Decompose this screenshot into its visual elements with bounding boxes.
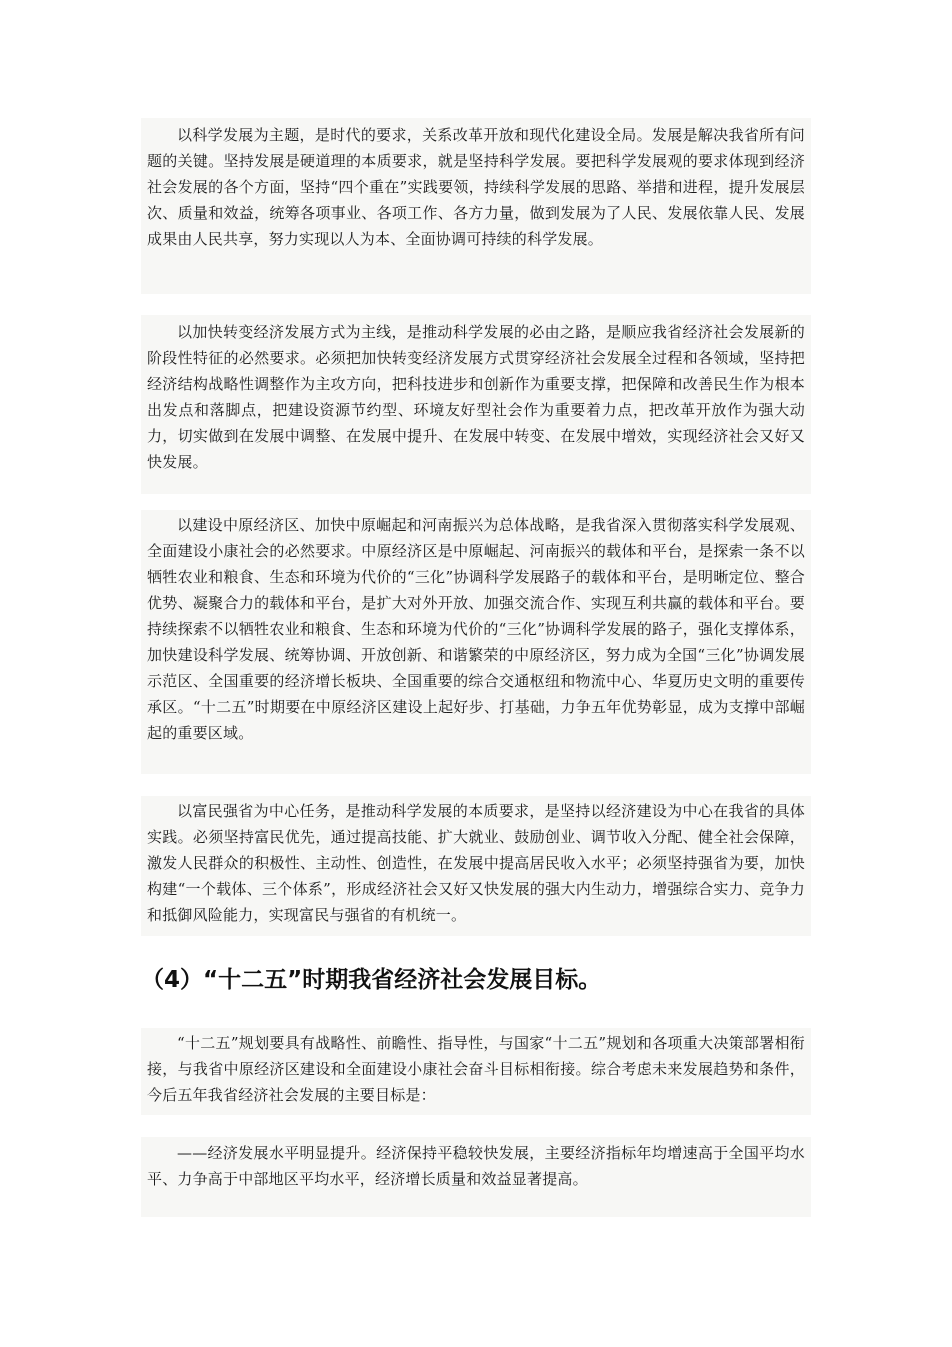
paragraph-block-6 <box>141 1137 811 1217</box>
paragraph-central-plains-economic-zone: 以建设中原经济区、加快中原崛起和河南振兴为总体战略，是我省深入贯彻落实科学发展观、全面建设小康社会的必然要求。中原经济区是中原崛起、河南振兴的载体和平台，是探索一条不以牺牲农业和粮食、生态和环境为代价的“三化”协调科学发展路子的载体和平台，是明晰定位、整合优势、凝聚合力的载体和平台，是扩大对外开放、加强交流合作、实现互利共赢的载体和平台。要持续探索不以牺牲农业和粮食、生态和环境为代价的“三化”协调科学发展的路子，强化支撑体系，加快建设科学发展、统筹协调、开放创新、和谐繁荣的中原经济区，努力成为全国“三化”协调发展示范区、全国重要的经济增长板块、全国重要的综合交通枢纽和物流中心、华夏历史文明的重要传承区。“十二五”时期要在中原经济区建设上起好步、打基础，力争五年优势彰显，成为支撑中部崛起的重要区域。 <box>147 516 805 742</box>
paragraph-transform-growth-mode: 以加快转变经济发展方式为主线，是推动科学发展的必由之路，是顺应我省经济社会发展新的阶段性特征的必然要求。必须把加快转变经济发展方式贯穿经济社会发展全过程和各领域，坚持把经济结构战略性调整作为主攻方向，把科技进步和创新作为重要支撑，把保障和改善民生作为根本出发点和落脚点，把建设资源节约型、环境友好型社会作为重要着力点，把改革开放作为强大动力，切实做到在发展中调整、在发展中提升、在发展中转变、在发展中增效，实现经济社会又好又快发展。 <box>147 323 805 471</box>
paragraph-block-1 <box>141 118 811 294</box>
paragraph-enrich-people-strengthen-province: 以富民强省为中心任务，是推动科学发展的本质要求，是坚持以经济建设为中心在我省的具体实践。必须坚持富民优先，通过提高技能、扩大就业、鼓励创业、调节收入分配、健全社会保障，激发人民群众的积极性、主动性、创造性，在发展中提高居民收入水平；必须坚持强省为要，加快构建“一个载体、三个体系”，形成经济社会又好又快发展的强大内生动力，增强综合实力、竞争力和抵御风险能力，实现富民与强省的有机统一。 <box>147 802 805 924</box>
paragraph-block-5 <box>141 1028 811 1115</box>
paragraph-plan-intro: “十二五”规划要具有战略性、前瞻性、指导性，与国家“十二五”规划和各项重大决策部署相衔接，与我省中原经济区建设和全面建设小康社会奋斗目标相衔接。综合考虑未来发展趋势和条件，今后五年我省经济社会发展的主要目标是： <box>147 1034 805 1104</box>
section-heading: （4）“十二五”时期我省经济社会发展目标。 <box>141 967 602 993</box>
paragraph-scientific-development: 以科学发展为主题，是时代的要求，关系改革开放和现代化建设全局。发展是解决我省所有问题的关键。坚持发展是硬道理的本质要求，就是坚持科学发展。要把科学发展观的要求体现到经济社会发展的各个方面，坚持“四个重在”实践要领，持续科学发展的思路、举措和进程，提升发展层次、质量和效益，统筹各项事业、各项工作、各方力量，做到发展为了人民、发展依靠人民、发展成果由人民共享，努力实现以人为本、全面协调可持续的科学发展。 <box>147 126 805 248</box>
paragraph-economic-goal: ——经济发展水平明显提升。经济保持平稳较快发展，主要经济指标年均增速高于全国平均水平、力争高于中部地区平均水平，经济增长质量和效益显著提高。 <box>147 1144 805 1188</box>
paragraph-block-3 <box>141 510 811 774</box>
paragraph-block-4 <box>141 796 811 936</box>
paragraph-block-2 <box>141 315 811 494</box>
